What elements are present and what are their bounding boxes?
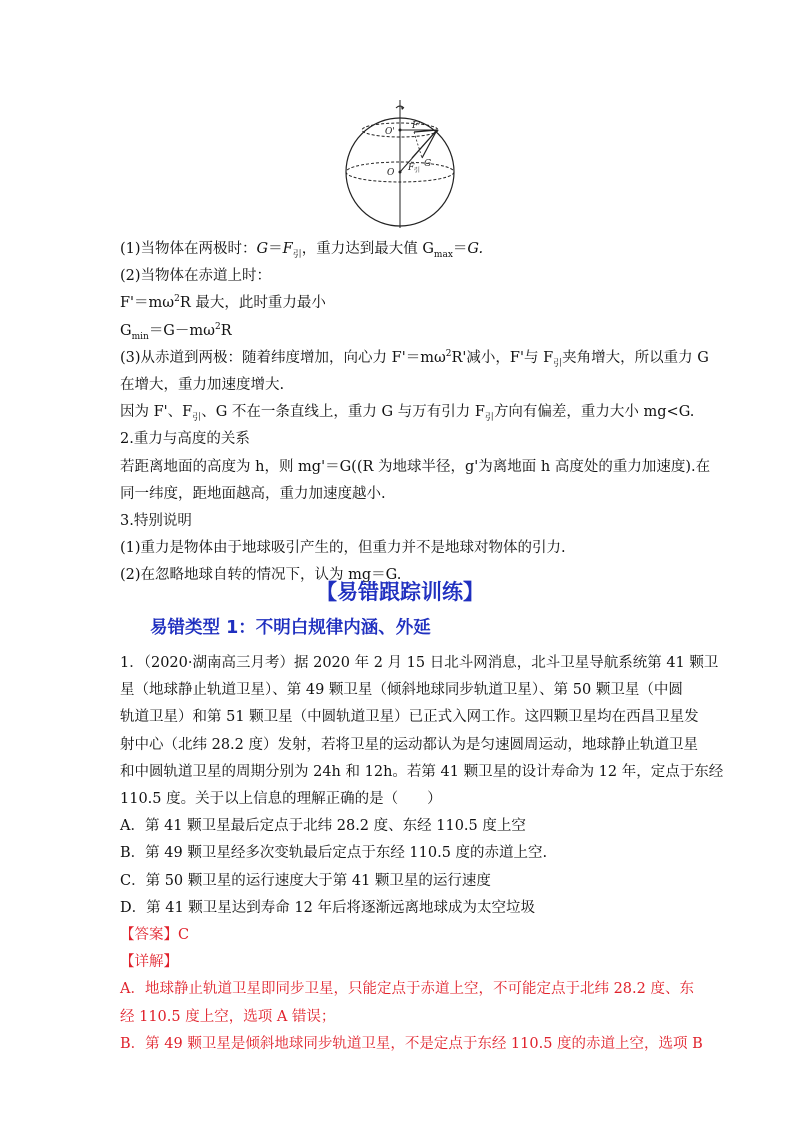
detail-line: B．第 49 颗卫星是倾斜地球同步轨道卫星，不是定点于东经 110.5 度的赤道上空，选项 B (120, 1035, 703, 1052)
note-line-10: 同一纬度，距地面越高，重力加速度越小. (120, 485, 386, 502)
note-line-12: (1)重力是物体由于地球吸引产生的，但重力并不是地球对物体的引力. (120, 540, 566, 557)
globe-svg (340, 98, 460, 230)
error-type-heading: 易错类型 1：不明白规律内涵、外延 (150, 618, 431, 638)
question-stem-line: 星（地球静止轨道卫星）、第 49 颗卫星（倾斜地球同步轨道卫星）、第 50 颗卫星（中圆 (120, 682, 683, 699)
option-a: A．第 41 颗卫星最后定点于北纬 28.2 度、东经 110.5 度上空 (120, 818, 526, 835)
note-line-11: 3.特别说明 (120, 513, 192, 530)
option-c: C．第 50 颗卫星的运行速度大于第 41 颗卫星的运行速度 (120, 872, 491, 889)
note-line-2: (2)当物体在赤道上时： (120, 268, 272, 285)
detail-label: 【详解】 (120, 954, 178, 971)
detail-line: A．地球静止轨道卫星即同步卫星，只能定点于赤道上空，不可能定点于北纬 28.2 度、东 (120, 981, 694, 998)
answer-line: 【答案】C (120, 927, 190, 944)
section-banner: 【易错跟踪训练】 (316, 580, 484, 604)
label-f-prime: F' (412, 121, 421, 131)
note-line-8: 2.重力与高度的关系 (120, 431, 250, 448)
label-f-yin-sub: 引 (414, 167, 421, 174)
note-line-5: (3)从赤道到两极：随着纬度增加，向心力 $F'=m\omega^2R'$减小，F'与 $F_引$夹角增大，所以重力 G (120, 348, 709, 369)
note-line-7: 因为 F'、$F_引$、G 不在一条直线上，重力 G 与万有引力 $F_引$方向有偏差，重力大小 mg<G. (120, 404, 695, 424)
notes-section (120, 236, 711, 590)
question-stem-line: 110.5 度。关于以上信息的理解正确的是（ ） (120, 791, 442, 808)
question-stem-line: 和中圆轨道卫星的周期分别为 24h 和 12h。若第 41 颗卫星的设计寿命为 12 年，定点于东经 (120, 763, 724, 780)
question-stem-line: 射中心（北纬 28.2 度）发射，若将卫星的运动都认为是匀速圆周运动，地球静止轨道卫星 (120, 736, 698, 753)
note-line-1: (1)当物体在两极时：$G=F_引$，重力达到最大值 $G_{max}=G$. (120, 241, 484, 260)
label-o-prime: O' (385, 127, 395, 137)
detail-line: 经 110.5 度上空，选项 A 错误； (120, 1008, 336, 1025)
option-d: D．第 41 颗卫星达到寿命 12 年后将逐渐远离地球成为太空垃圾 (120, 899, 535, 916)
question-stem-line: 1．（2020·湖南高三月考）据 2020 年 2 月 15 日北斗网消息，北斗卫星导航系统第 41 颗卫 (120, 655, 719, 671)
question-1 (120, 650, 724, 1058)
label-f-yin: F (408, 163, 415, 173)
label-o: O (387, 168, 395, 178)
option-b: B．第 49 颗卫星经多次变轨最后定点于东经 110.5 度的赤道上空. (120, 845, 548, 862)
note-line-13: (2)在忽略地球自转的情况下，认为 mg＝G. (120, 567, 402, 584)
earth-force-diagram (340, 98, 460, 230)
label-g: G (424, 159, 432, 169)
note-line-9: 若距离地面的高度为 h，则 mg'＝G((R 为地球半径，g'为离地面 h 高度处的重力加速度).在 (120, 458, 711, 475)
question-stem-line: 轨道卫星）和第 51 颗卫星（中圆轨道卫星）已正式入网工作。这四颗卫星均在西昌卫星发 (120, 709, 699, 726)
note-line-4: $G_{min}=G-m\omega^2R$ (120, 321, 232, 342)
note-line-3: $F'=m\omega^2R$ 最大，此时重力最小 (120, 294, 326, 312)
note-line-6: 在增大，重力加速度增大. (120, 377, 285, 394)
